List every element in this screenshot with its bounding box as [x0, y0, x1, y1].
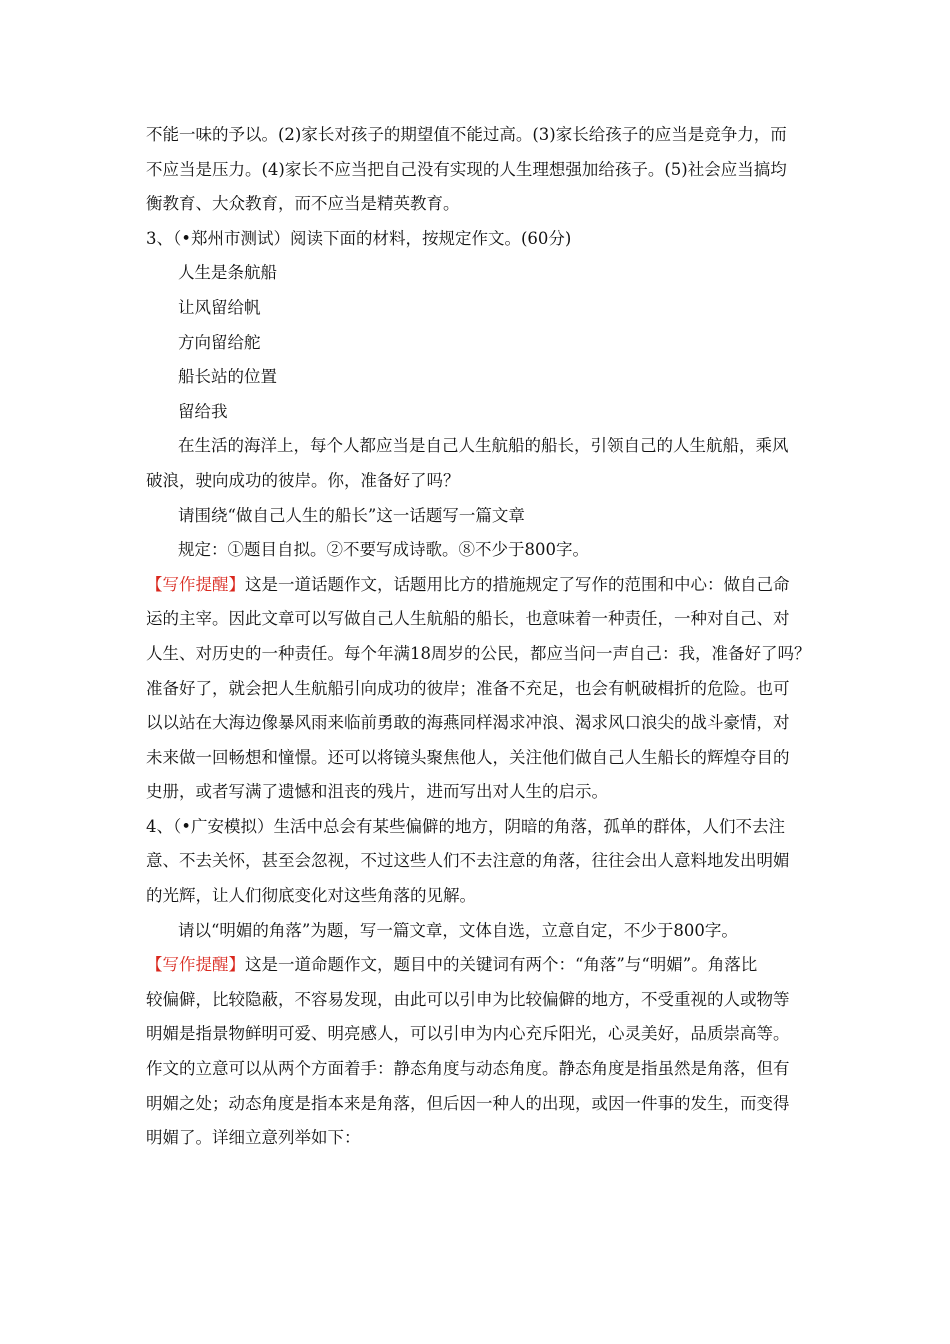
writing-tip-text: 这是一道命题作文，题目中的关键词有两个：“角落”与“明媚”。角落比 [245, 955, 758, 975]
paragraph-line: 明媚了。详细立意列举如下： [146, 1128, 361, 1148]
requirements-line: 规定：①题目自拟。②不要写成诗歌。⑧不少于800字。 [178, 540, 589, 560]
paragraph-line: 人生、对历史的一种责任。每个年满18周岁的公民，都应当问一声自己：我，准备好了吗？ [146, 643, 811, 663]
prompt-line: 请以“明媚的角落”为题，写一篇文章，文体自选，立意自定，不少于800字。 [178, 920, 738, 940]
paragraph-line: 衡教育、大众教育，而不应当是精英教育。 [146, 194, 460, 214]
poem-line: 人生是条航船 [178, 263, 277, 283]
paragraph-line: 的光辉，让人们彻底变化对这些角落的见解。 [146, 886, 476, 906]
document-page [146, 118, 812, 1156]
question-3-heading: 3、（•郑州市测试）阅读下面的材料，按规定作文。(60分) [146, 228, 572, 248]
paragraph-line: 未来做一回畅想和憧憬。还可以将镜头聚焦他人，关注他们做自己人生船长的辉煌夺目的 [146, 747, 790, 767]
paragraph-line: 较偏僻，比较隐蔽，不容易发现，由此可以引申为比较偏僻的地方，不受重视的人或物等 [146, 989, 790, 1009]
writing-tip-label: 【写作提醒】 [146, 574, 245, 594]
poem-line: 留给我 [178, 401, 228, 421]
poem-line: 船长站的位置 [178, 367, 277, 387]
writing-tip-line [146, 948, 812, 983]
paragraph-line: 作文的立意可以从两个方面着手：静态角度与动态角度。静态角度是指虽然是角落，但有 [146, 1059, 790, 1079]
paragraph-line: 不能一味的予以。(2)家长对孩子的期望值不能过高。(3)家长给孩子的应当是竞争力，而 [146, 125, 787, 144]
paragraph-line: 运的主宰。因此文章可以写做自己人生航船的船长，也意味着一种责任，一种对自己、对 [146, 609, 790, 629]
poem-line: 让风留给帆 [178, 297, 261, 317]
paragraph-line: 明媚之处；动态角度是指本来是角落，但后因一种人的出现，或因一件事的发生，而变得 [146, 1093, 790, 1113]
poem-line: 方向留给舵 [178, 332, 261, 352]
question-4-heading: 4、（•广安模拟）生活中总会有某些偏僻的地方，阴暗的角落，孤单的群体，人们不去注 [146, 816, 785, 836]
paragraph-line: 以以站在大海边像暴风雨来临前勇敢的海燕同样渴求冲浪、渴求风口浪尖的战斗豪情，对 [146, 713, 790, 733]
paragraph-line: 准备好了，就会把人生航船引向成功的彼岸；准备不充足，也会有帆破楫折的危险。也可 [146, 678, 790, 698]
writing-tip-text: 这是一道话题作文，话题用比方的措施规定了写作的范围和中心：做自己命 [245, 574, 790, 594]
prompt-line: 请围绕“做自己人生的船长”这一话题写一篇文章 [178, 505, 525, 525]
paragraph-line: 在生活的海洋上，每个人都应当是自己人生航船的船长，引领自己的人生航船，乘风 [178, 436, 789, 456]
paragraph-line: 史册，或者写满了遗憾和沮丧的残片，进而写出对人生的启示。 [146, 782, 608, 802]
paragraph-line: 破浪，驶向成功的彼岸。你，准备好了吗？ [146, 470, 460, 490]
writing-tip-label: 【写作提醒】 [146, 955, 245, 975]
paragraph-line: 意、不去关怀，甚至会忽视，不过这些人们不去注意的角落，往往会出人意料地发出明媚 [146, 851, 790, 871]
writing-tip-line [146, 568, 812, 603]
paragraph-line: 不应当是压力。(4)家长不应当把自己没有实现的人生理想强加给孩子。(5)社会应当搞均 [146, 159, 787, 179]
paragraph-line: 明媚是指景物鲜明可爱、明亮感人，可以引申为内心充斥阳光，心灵美好，品质崇高等。 [146, 1024, 790, 1044]
